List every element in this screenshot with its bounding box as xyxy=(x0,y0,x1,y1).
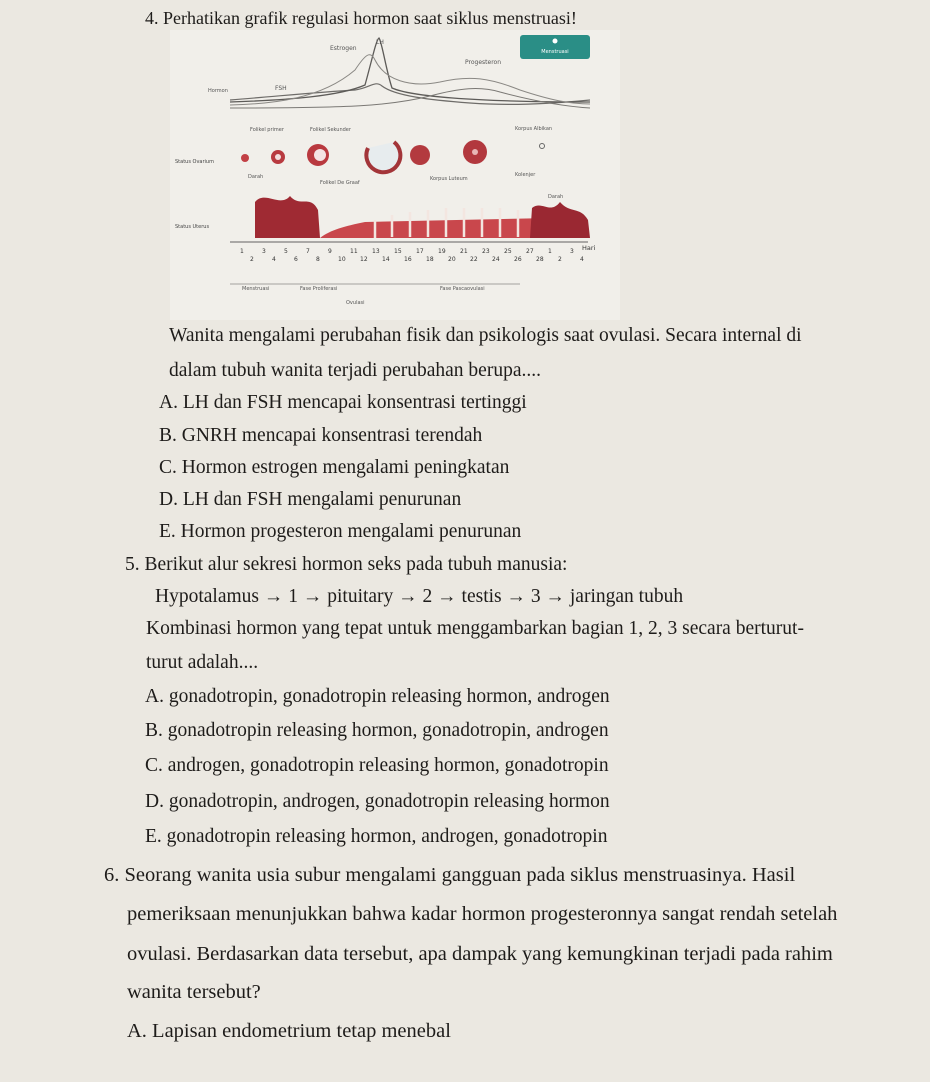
question-5-title: 5. Berikut alur sekresi hormon seks pada tubuh manusia: xyxy=(125,554,568,575)
fsh-label: FSH xyxy=(275,85,287,92)
day-label-top: 1 xyxy=(548,248,552,255)
endometrium-right xyxy=(530,202,590,238)
q4-option-a: A. LH dan FSH mencapai konsentrasi tertinggi xyxy=(159,392,527,413)
q5-flow: Hypotalamus → 1 → pituitary → 2 → testis → 3 → jaringan tubuh xyxy=(155,586,684,607)
kolenjer-label: Kolenjer xyxy=(515,172,536,178)
day-label-top: 27 xyxy=(526,248,534,255)
estrogen-curve xyxy=(230,55,590,105)
lh-label: LH xyxy=(376,39,384,46)
day-label-bottom: 10 xyxy=(338,256,346,263)
badge-label: Menstruasi xyxy=(541,49,569,55)
day-label-top: 1 xyxy=(240,248,244,255)
q5-option-d: D. gonadotropin, androgen, gonadotropin releasing hormon xyxy=(145,791,610,812)
day-label-bottom: 14 xyxy=(382,256,390,263)
estrogen-label: Estrogen xyxy=(330,45,357,52)
q5-stem-line-2: turut adalah.... xyxy=(146,652,259,673)
day-label-top: 9 xyxy=(328,248,332,255)
fase-menstruasi-label: Menstruasi xyxy=(242,286,270,292)
day-label-top: 3 xyxy=(570,248,574,255)
day-label-bottom: 6 xyxy=(294,256,298,263)
ovulasi-label: Ovulasi xyxy=(346,300,365,306)
korpus-albikan-label: Korpus Albikan xyxy=(515,126,553,132)
endometrium-middle xyxy=(320,218,550,238)
day-label-top: 23 xyxy=(482,248,490,255)
progesteron-label: Progesteron xyxy=(465,59,501,66)
q5-option-a: A. gonadotropin, gonadotropin releasing hormon, androgen xyxy=(145,686,610,707)
day-label-bottom: 12 xyxy=(360,256,368,263)
fase-proliferasi-label: Fase Proliferasi xyxy=(300,286,338,292)
day-label-bottom: 2 xyxy=(558,256,562,263)
day-label-bottom: 28 xyxy=(536,256,544,263)
q6-option-a: A. Lapisan endometrium tetap menebal xyxy=(127,1020,451,1042)
day-label-top: 17 xyxy=(416,248,424,255)
day-label-bottom: 8 xyxy=(316,256,320,263)
day-label-bottom: 2 xyxy=(250,256,254,263)
day-label-bottom: 22 xyxy=(470,256,478,263)
q4-option-c: C. Hormon estrogen mengalami peningkatan xyxy=(159,457,510,478)
q5-option-e: E. gonadotropin releasing hormon, androgen, gonadotropin xyxy=(145,826,608,847)
question-4-title: 4. Perhatikan grafik regulasi hormon saat siklus menstruasi! xyxy=(145,8,577,28)
day-label-top: 3 xyxy=(262,248,266,255)
day-ticks-bottom xyxy=(250,256,584,263)
hari-label: Hari xyxy=(582,244,596,252)
q5-option-b: B. gonadotropin releasing hormon, gonadotropin, androgen xyxy=(145,720,609,741)
badge-icon xyxy=(553,39,558,44)
question-6-line-3: ovulasi. Berdasarkan data tersebut, apa dampak yang kemungkinan terjadi pada rahim xyxy=(127,943,833,965)
day-label-top: 25 xyxy=(504,248,512,255)
question-6-line-4: wanita tersebut? xyxy=(127,981,261,1003)
corpus-albicans xyxy=(540,144,545,149)
darah-left-label: Darah xyxy=(248,174,264,180)
q4-option-b: B. GNRH mencapai konsentrasi terendah xyxy=(159,425,483,446)
corpus-luteum-1 xyxy=(410,145,430,165)
folikel-de-graaf-label: Folikel De Graaf xyxy=(320,180,360,186)
darah-right-label: Darah xyxy=(548,194,564,200)
status-uterus-label: Status Uterus xyxy=(175,224,210,230)
folikel-sekunder-label: Folikel Sekunder xyxy=(310,127,351,133)
day-label-bottom: 26 xyxy=(514,256,522,263)
day-label-top: 11 xyxy=(350,248,358,255)
day-label-top: 21 xyxy=(460,248,468,255)
day-label-bottom: 4 xyxy=(580,256,584,263)
day-label-bottom: 20 xyxy=(448,256,456,263)
question-6-line-1: 6. Seorang wanita usia subur mengalami gangguan pada siklus menstruasinya. Hasil xyxy=(104,864,796,886)
q5-stem-line-1: Kombinasi hormon yang tepat untuk menggambarkan bagian 1, 2, 3 secara berturut- xyxy=(146,618,804,639)
day-label-top: 5 xyxy=(284,248,288,255)
day-label-top: 19 xyxy=(438,248,446,255)
day-label-top: 15 xyxy=(394,248,402,255)
korpus-luteum-label: Korpus Luteum xyxy=(430,176,468,182)
q4-stem-line-2: dalam tubuh wanita terjadi perubahan berupa.... xyxy=(169,360,541,381)
folikel-primer-label: Folikel primer xyxy=(250,127,284,133)
day-label-bottom: 18 xyxy=(426,256,434,263)
day-ticks-top xyxy=(240,248,574,255)
endometrium-left xyxy=(255,196,320,238)
day-label-top: 7 xyxy=(306,248,310,255)
day-label-top: 13 xyxy=(372,248,380,255)
day-label-bottom: 16 xyxy=(404,256,412,263)
hormone-cycle-figure xyxy=(170,30,620,320)
q4-option-e: E. Hormon progesteron mengalami penurunan xyxy=(159,521,522,542)
day-label-bottom: 24 xyxy=(492,256,500,263)
follicle-1 xyxy=(241,154,249,162)
question-6-line-2: pemeriksaan menunjukkan bahwa kadar hormon progesteronnya sangat rendah setelah xyxy=(127,903,838,925)
q4-stem-line-1: Wanita mengalami perubahan fisik dan psikologis saat ovulasi. Secara internal di xyxy=(169,325,802,346)
q4-option-d: D. LH dan FSH mengalami penurunan xyxy=(159,489,462,510)
hormon-label: Hormon xyxy=(208,88,228,94)
q5-option-c: C. androgen, gonadotropin releasing hormon, gonadotropin xyxy=(145,755,609,776)
day-label-bottom: 4 xyxy=(272,256,276,263)
graafian-follicle xyxy=(366,142,400,172)
status-ovarium-label: Status Ovarium xyxy=(175,159,214,165)
fase-sekresi-label: Fase Pascaovulasi xyxy=(440,286,485,292)
